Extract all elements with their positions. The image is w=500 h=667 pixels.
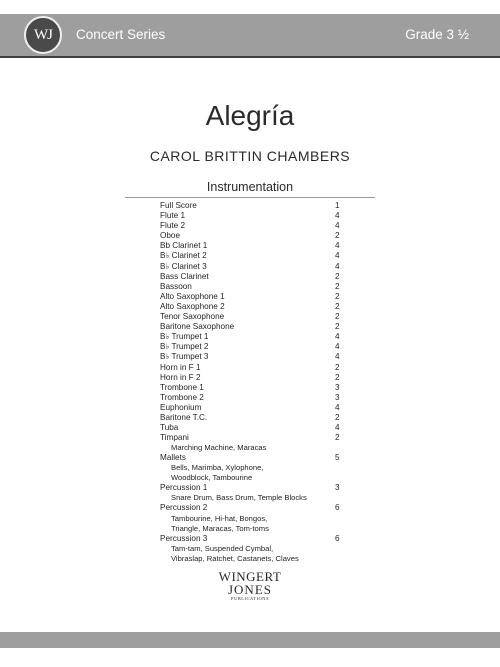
instrument-name: Alto Saxophone 2 (160, 301, 225, 311)
instrument-item (160, 251, 360, 261)
instrument-item (160, 453, 360, 483)
instrument-row (160, 423, 360, 433)
instrument-quantity: 4 (335, 352, 340, 362)
grade-label: Grade 3 ½ (405, 27, 469, 42)
instrument-name: Alto Saxophone 1 (160, 291, 225, 301)
instrument-name: Percussion 3 (160, 533, 208, 543)
heading-divider (125, 197, 375, 198)
instrument-quantity: 4 (335, 423, 340, 433)
instrument-name: Mallets (160, 453, 186, 463)
instrument-name: Percussion 2 (160, 503, 208, 513)
instrument-name: Timpani (160, 433, 189, 443)
instrument-row (160, 403, 360, 413)
instrument-note: Tambourine, Hi-hat, Bongos, (171, 513, 268, 523)
instrument-quantity: 4 (335, 402, 340, 412)
instrument-quantity: 4 (335, 221, 340, 231)
instrument-row (160, 413, 360, 423)
instrument-note: Triangle, Maracas, Tom-toms (171, 523, 269, 533)
instrument-item (160, 413, 360, 423)
instrument-name: Trombone 2 (160, 392, 204, 402)
instrument-name: Trombone 1 (160, 382, 204, 392)
instrument-name: Bass Clarinet (160, 271, 209, 281)
instrument-quantity: 6 (335, 533, 340, 543)
instrumentation-heading: Instrumentation (206, 180, 294, 194)
instrument-quantity: 2 (335, 372, 340, 382)
instrument-name: Euphonium (160, 402, 202, 412)
instrument-row (160, 292, 360, 302)
series-label: Concert Series (76, 27, 166, 42)
instrument-row (160, 282, 360, 292)
instrument-item (160, 342, 360, 352)
instrument-row (160, 393, 360, 403)
piece-title: Alegría (205, 100, 295, 131)
instrument-row (160, 503, 360, 513)
publisher-logo (205, 570, 295, 602)
instrument-quantity: 2 (335, 412, 340, 422)
instrument-item (160, 221, 360, 231)
instrument-name: Tuba (160, 423, 179, 433)
instrument-row (160, 342, 360, 352)
instrument-item (160, 322, 360, 332)
instrument-name: Oboe (160, 231, 181, 241)
instrument-item (160, 231, 360, 241)
instrument-item (160, 503, 360, 533)
instrument-name: B♭ Trumpet 1 (160, 332, 209, 342)
instrument-item (160, 393, 360, 403)
instrument-name: Flute 2 (160, 221, 186, 231)
instrument-item (160, 373, 360, 383)
instrument-quantity: 4 (335, 241, 340, 251)
instrument-item (160, 272, 360, 282)
footer-band (0, 632, 500, 648)
instrument-note: Bells, Marimba, Xylophone, (171, 463, 264, 473)
instrument-name: Horn in F 1 (160, 362, 201, 372)
instrument-item (160, 352, 360, 362)
instrument-name: Horn in F 2 (160, 372, 201, 382)
instrument-note: Tam-tam, Suspended Cymbal, (171, 543, 274, 553)
instrument-row (160, 534, 360, 544)
instrument-name: Baritone T.C. (160, 412, 208, 422)
instrument-note: Vibraslap, Ratchet, Castanets, Claves (171, 553, 299, 563)
instrument-quantity: 4 (335, 342, 340, 352)
instrument-quantity: 2 (335, 231, 340, 241)
instrumentation-list (160, 201, 360, 564)
instrument-row (160, 262, 360, 272)
instrument-quantity: 4 (335, 261, 340, 271)
instrument-name: Baritone Saxophone (160, 322, 235, 332)
instrument-quantity: 1 (335, 201, 340, 210)
instrument-item (160, 262, 360, 272)
instrument-name: Full Score (160, 201, 197, 210)
instrument-name: B♭ Clarinet 3 (160, 261, 207, 271)
instrument-row (160, 201, 360, 211)
instrument-item (160, 312, 360, 322)
instrument-quantity: 2 (335, 301, 340, 311)
instrument-quantity: 2 (335, 281, 340, 291)
instrument-quantity: 2 (335, 433, 340, 443)
instrument-quantity: 2 (335, 271, 340, 281)
instrument-item (160, 211, 360, 221)
instrument-quantity: 4 (335, 211, 340, 221)
instrument-note: Woodblock, Tambourine (171, 473, 253, 483)
instrument-row (160, 332, 360, 342)
instrument-item (160, 363, 360, 373)
instrument-quantity: 2 (335, 362, 340, 372)
instrument-item (160, 433, 360, 453)
instrument-name: Flute 1 (160, 211, 186, 221)
instrument-quantity: 5 (335, 453, 340, 463)
instrument-name: Tenor Saxophone (160, 312, 225, 322)
instrument-row (160, 211, 360, 221)
instrument-quantity: 4 (335, 251, 340, 261)
instrument-row (160, 302, 360, 312)
publisher-logo-line1: WINGERT (218, 569, 282, 584)
instrument-row (160, 272, 360, 282)
instrument-row (160, 221, 360, 231)
instrument-row (160, 352, 360, 362)
instrument-name: Bb Clarinet 1 (160, 241, 208, 251)
instrument-note: Marching Machine, Maracas (171, 443, 267, 453)
instrument-note: Snare Drum, Bass Drum, Temple Blocks (171, 493, 307, 503)
instrument-name: B♭ Clarinet 2 (160, 251, 207, 261)
series-logo-icon (24, 16, 62, 54)
instrument-item (160, 383, 360, 393)
instrument-item (160, 201, 360, 211)
instrument-row (160, 241, 360, 251)
instrument-row (160, 251, 360, 261)
series-logo-text: WJ (34, 27, 52, 43)
instrument-quantity: 6 (335, 503, 340, 513)
instrument-quantity: 3 (335, 392, 340, 402)
instrument-item (160, 332, 360, 342)
instrument-item (160, 534, 360, 564)
instrument-row (160, 231, 360, 241)
instrument-row (160, 483, 360, 493)
instrument-item (160, 241, 360, 251)
instrument-quantity: 4 (335, 332, 340, 342)
instrument-row (160, 453, 360, 463)
instrument-quantity: 3 (335, 382, 340, 392)
publisher-logo-line2: JONES (227, 582, 272, 597)
instrument-row (160, 383, 360, 393)
composer-name: CAROL BRITTIN CHAMBERS (149, 148, 351, 164)
instrument-name: B♭ Trumpet 3 (160, 352, 209, 362)
instrument-name: Percussion 1 (160, 483, 208, 493)
header-band (0, 14, 500, 58)
instrument-quantity: 2 (335, 291, 340, 301)
instrument-item (160, 403, 360, 413)
instrument-quantity: 2 (335, 322, 340, 332)
instrument-item (160, 483, 360, 503)
instrument-row (160, 363, 360, 373)
publisher-logo-line3: PUBLICATIONS (230, 596, 269, 601)
instrument-row (160, 312, 360, 322)
instrument-quantity: 2 (335, 312, 340, 322)
instrument-name: Bassoon (160, 281, 192, 291)
instrument-item (160, 423, 360, 433)
instrument-row (160, 433, 360, 443)
instrument-name: B♭ Trumpet 2 (160, 342, 209, 352)
instrument-item (160, 292, 360, 302)
instrument-row (160, 322, 360, 332)
instrument-quantity: 3 (335, 483, 340, 493)
instrument-item (160, 302, 360, 312)
instrument-item (160, 282, 360, 292)
instrument-row (160, 373, 360, 383)
